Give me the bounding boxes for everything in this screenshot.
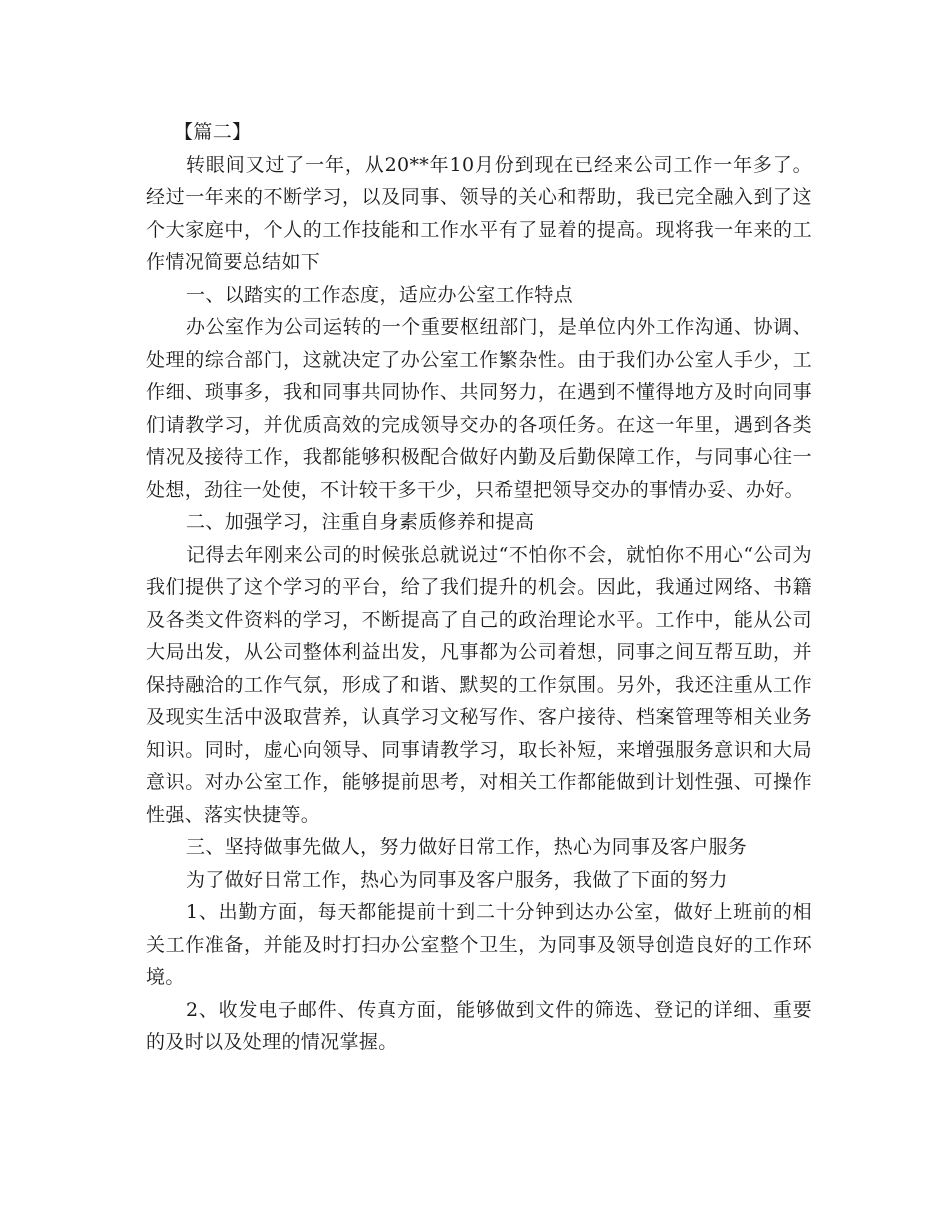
section-label: 【篇二】 (174, 121, 252, 143)
section-2-paragraph: 记得去年刚来公司的时候张总就说过“不怕你不会，就怕你不用心“公司为我们提供了这个学习的平台，给了我们提升的机会。因此，我通过网络、书籍及各类文件资料的学习，不断提高了自己的政治理论水平。工作中，能从公司大局出发，从公司整体利益出发，凡事都为公司着想，同事之间互帮互助，并保持融洽的工作气氛，形成了和谐、默契的工作氛围。另外，我还注重从工作及现实生活中汲取营养，认真学习文秘写作、客户接待、档案管理等相关业务知识。同时，虚心向领导、同事请教学习，取长补短，来增强服务意识和大局意识。对办公室工作，能够提前思考，对相关工作都能做到计划性强、可操作性强、落实快捷等。 (146, 543, 812, 826)
section-1-paragraph: 办公室作为公司运转的一个重要枢纽部门，是单位内外工作沟通、协调、处理的综合部门，这就决定了办公室工作繁杂性。由于我们办公室人手少，工作细、琐事多，我和同事共同协作、共同努力，在遇到不懂得地方及时向同事们请教学习，并优质高效的完成领导交办的各项任务。在这一年里，遇到各类情况及接待工作，我都能够积极配合做好内勤及后勤保障工作，与同事心往一处想，劲往一处使，不计较干多干少，只希望把领导交办的事情办妥、办好。 (146, 316, 812, 501)
section-heading-1: 一、以踏实的工作态度，适应办公室工作特点 (186, 283, 574, 306)
intro-paragraph: 转眼间又过了一年，从20**年10月份到现在已经来公司工作一年多了。经过一年来的不断学习，以及同事、领导的关心和帮助，我已完全融入到了这个大家庭中，个人的工作技能和工作水平有了显着的提高。现将我一年来的工作情况简要总结如下 (146, 153, 812, 273)
section-heading-3: 三、坚持做事先做人，努力做好日常工作，热心为同事及客户服务 (186, 836, 748, 858)
section-3-intro: 为了做好日常工作，热心为同事及客户服务，我做了下面的努力 (186, 868, 728, 891)
list-item-attendance: 1、出勤方面，每天都能提前十到二十分钟到达办公室，做好上班前的相关工作准备，并能及时打扫办公室整个卫生，为同事及领导创造良好的工作环境。 (146, 901, 812, 988)
list-item-email-fax: 2、收发电子邮件、传真方面，能够做到文件的筛选、登记的详细、重要的及时以及处理的情况掌握。 (146, 998, 812, 1053)
document-body (146, 116, 812, 1059)
section-heading-2: 二、加强学习，注重自身素质修养和提高 (186, 511, 535, 533)
